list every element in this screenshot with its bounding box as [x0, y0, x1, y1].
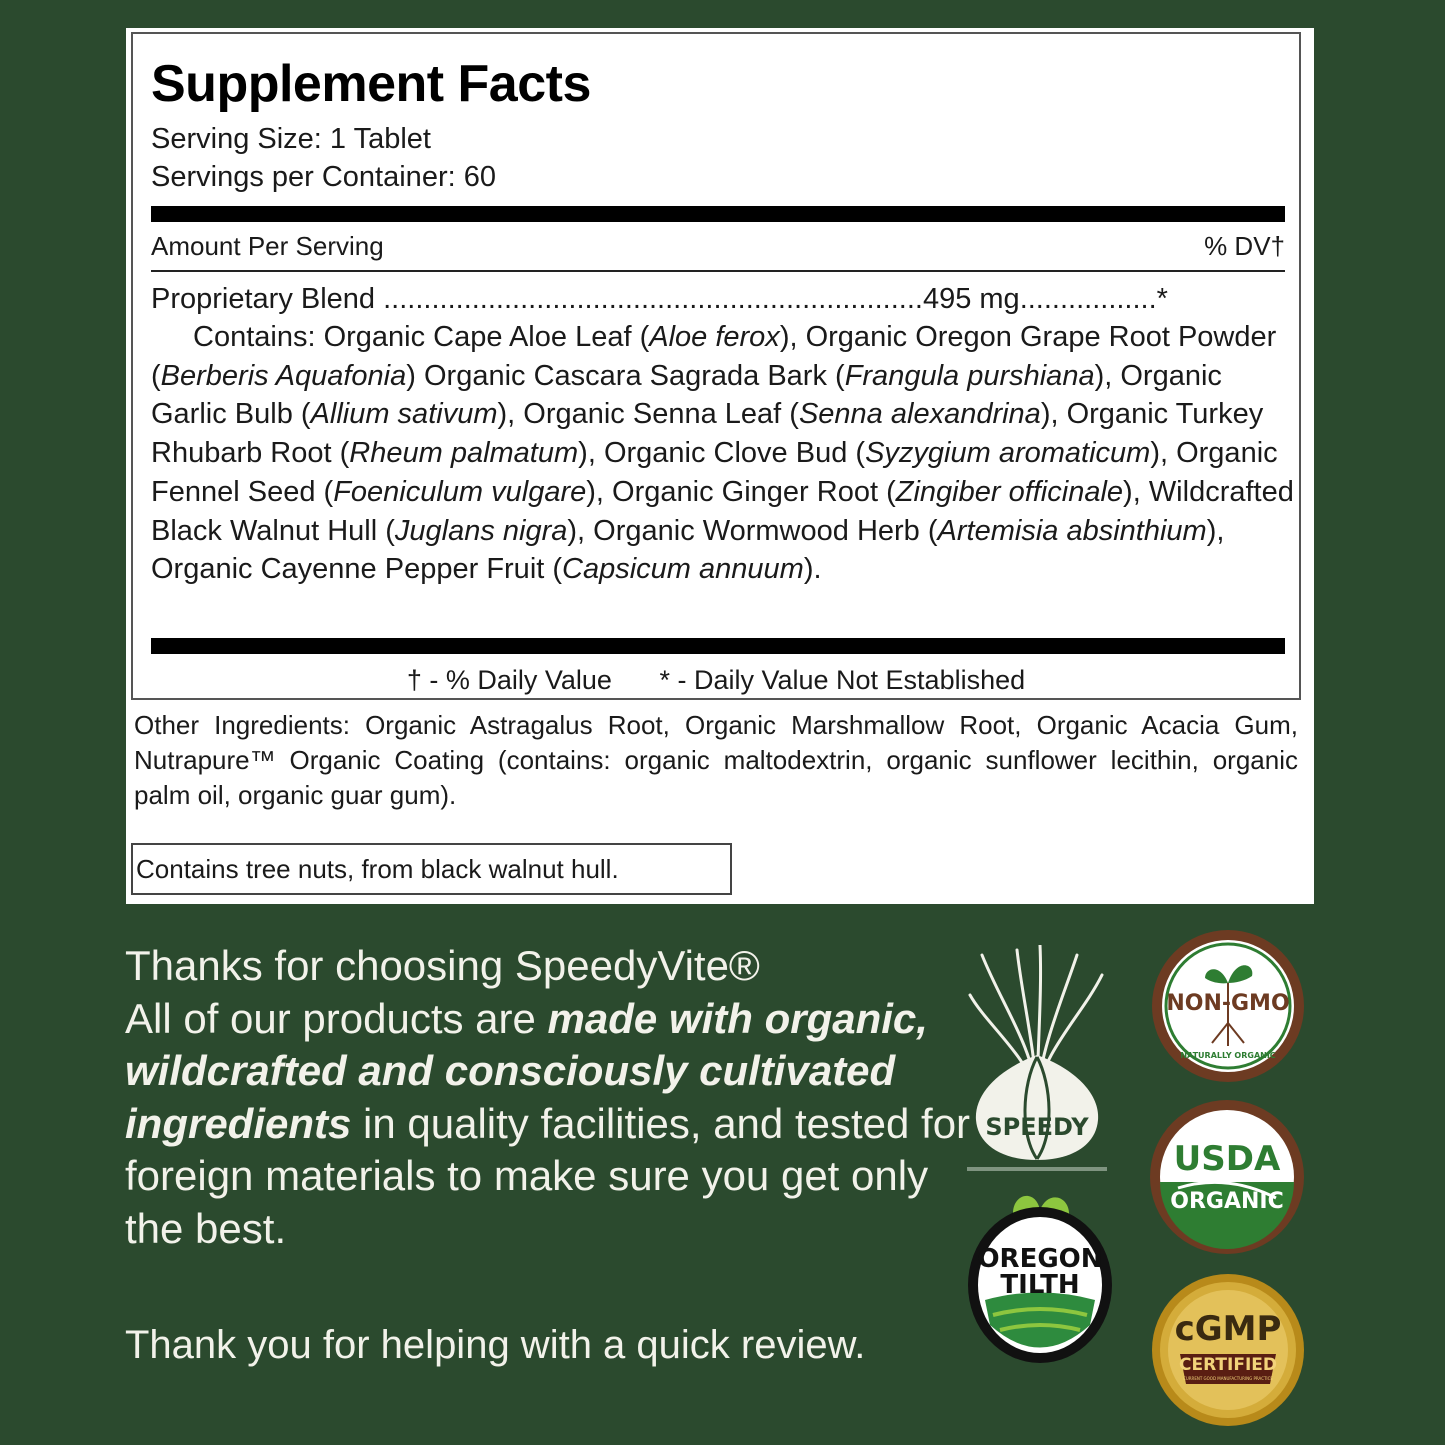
ingredient-separator: ),: [567, 514, 594, 547]
ingredient-separator: ),: [1040, 398, 1067, 431]
ingredient-name: Organic Senna Leaf: [523, 398, 782, 431]
ingredient-latin-name: Artemisia absinthium: [937, 514, 1207, 547]
ingredient-separator: ): [406, 359, 424, 392]
usda-organic-badge-icon: [1148, 1098, 1306, 1256]
ingredient-name: Wildcrafted Black Walnut Hull: [151, 475, 1294, 547]
blend-name: Proprietary Blend: [151, 283, 376, 315]
supplement-label-panel: [126, 28, 1314, 904]
ingredient-separator: ),: [578, 437, 604, 470]
other-ingredients: Other Ingredients: Organic Astragalus Root, Organic Marshmallow Root, Organic Acacia Gum, Nutrapure™ Organic Coating (contains: organic maltodextrin, organic sunflower lecithin, organic palm oil, organic guar gum).: [134, 710, 1298, 810]
ingredient-separator: ),: [1094, 359, 1121, 392]
amount-header-row: [151, 230, 1285, 262]
allergen-notice: Contains tree nuts, from black walnut hull.: [131, 843, 732, 895]
ingredient-latin-name: Allium sativum: [310, 398, 498, 431]
ingredient-latin-name: Berberis Aquafonia: [160, 359, 407, 392]
facts-title: Supplement Facts: [151, 55, 591, 113]
footnote-dv: † - % Daily Value: [406, 665, 612, 695]
usda-organic-text: ORGANIC: [1170, 1189, 1284, 1214]
thanks-line1: Thanks for choosing SpeedyVite®: [125, 942, 760, 989]
thanks-rest: in quality facilities, and tested for foreign materials to make sure you get only the best.: [125, 1099, 971, 1252]
tilth-bottom-text: TILTH: [1000, 1270, 1080, 1300]
ingredient-latin-name: Capsicum annuum: [562, 553, 804, 586]
thick-divider: [151, 206, 1285, 222]
ingredient-latin-name: Aloe ferox: [649, 321, 780, 353]
ingredient-name: Organic Cayenne Pepper Fruit: [151, 553, 545, 586]
amount-per-serving: Amount Per Serving: [151, 231, 384, 261]
ingredient-name: Organic Cascara Sagrada Bark: [423, 359, 827, 392]
ingredient-name: Organic Oregon Grape Root Powder: [805, 321, 1277, 353]
ingredient-name: Organic Garlic Bulb: [151, 359, 1222, 431]
blend-dv: *: [1156, 283, 1168, 315]
garlic-logo-icon: [962, 945, 1112, 1175]
ingredient-separator: ),: [497, 398, 524, 431]
cgmp-certified-text: CERTIFIED: [1179, 1355, 1277, 1375]
blend-amount: 495 mg: [922, 283, 1020, 315]
non-gmo-subtext: NATURALLY ORGANIC: [1180, 1051, 1276, 1060]
ingredient-name: Organic Fennel Seed: [151, 437, 1278, 508]
serving-size: Serving Size: 1 Tablet: [151, 123, 431, 155]
thanks-emphasis: made with organic, wildcrafted and consciously cultivated ingredients: [125, 994, 928, 1147]
servings-per-container: Servings per Container: 60: [151, 161, 496, 193]
ingredient-latin-name: Zingiber officinale: [895, 475, 1124, 508]
tilth-top-text: OREGON: [977, 1244, 1103, 1274]
footnotes: [133, 664, 1299, 696]
contains-prefix: Contains:: [193, 321, 316, 353]
footnote-not-established: * - Daily Value Not Established: [659, 665, 1026, 695]
thanks-message: [125, 940, 975, 1255]
thin-divider: [151, 270, 1285, 272]
supplement-facts-box: [131, 32, 1301, 700]
ingredient-latin-name: Senna alexandrina: [798, 398, 1041, 431]
cgmp-certified-badge-icon: [1150, 1272, 1306, 1428]
blend-contains: Contains: Organic Cape Aloe Leaf (Aloe ferox), Organic Oregon Grape Root Powder (Berberis Aquafonia) Organic Cascara Sagrada Bark (Frangula purshiana), Organic Garlic Bulb (Allium sativum), Organic Senna Leaf (Senna alexandrina), Organic Turkey Rhubarb Root (Rheum palmatum), Organic Clove Bud (Syzygium aromaticum), Organic Fennel Seed (Foeniculum vulgare), Organic Ginger Root (Zingiber officinale), Wildcrafted Black Walnut Hull (Juglans nigra), Organic Wormwood Herb (Artemisia absinthium), Organic Cayenne Pepper Fruit (Capsicum annuum).: [151, 321, 1294, 586]
usda-text: USDA: [1173, 1139, 1281, 1179]
ingredient-name: Organic Cape Aloe Leaf: [323, 321, 632, 353]
non-gmo-badge-icon: [1150, 928, 1306, 1084]
cgmp-small-text: CURRENT GOOD MANUFACTURING PRACTICE: [1183, 1376, 1273, 1381]
ingredient-separator: ),: [779, 321, 806, 353]
oregon-tilth-badge-icon: [965, 1185, 1115, 1370]
ingredient-separator: ),: [1123, 475, 1149, 508]
ingredient-name: Organic Clove Bud: [603, 437, 848, 470]
non-gmo-text: NON-GMO: [1166, 991, 1290, 1016]
ingredient-separator: ),: [586, 475, 613, 508]
ingredient-separator: ),: [1150, 437, 1177, 470]
garlic-logo-text: SPEEDY: [985, 1113, 1089, 1141]
ingredient-name: Organic Wormwood Herb: [593, 514, 920, 547]
cgmp-text: cGMP: [1174, 1309, 1282, 1349]
thick-divider-bottom: [151, 638, 1285, 654]
ingredient-latin-name: Syzygium aromaticum: [865, 437, 1151, 470]
ingredient-name: Organic Turkey Rhubarb Root: [151, 398, 1264, 470]
dv-header: % DV†: [1204, 231, 1285, 261]
review-request: Thank you for helping with a quick review.: [125, 1323, 866, 1367]
ingredient-name: Organic Ginger Root: [612, 475, 879, 508]
ingredient-separator: ).: [803, 553, 822, 586]
ingredient-separator: ),: [1206, 514, 1225, 547]
ingredient-latin-name: Rheum palmatum: [349, 437, 579, 470]
thanks-intro: All of our products are: [125, 994, 548, 1042]
blend-row: Proprietary Blend ...................................................................495 mg.................*: [151, 283, 1168, 315]
ingredient-latin-name: Foeniculum vulgare: [333, 475, 587, 508]
ingredient-latin-name: Frangula purshiana: [844, 359, 1095, 392]
ingredient-latin-name: Juglans nigra: [394, 514, 568, 547]
